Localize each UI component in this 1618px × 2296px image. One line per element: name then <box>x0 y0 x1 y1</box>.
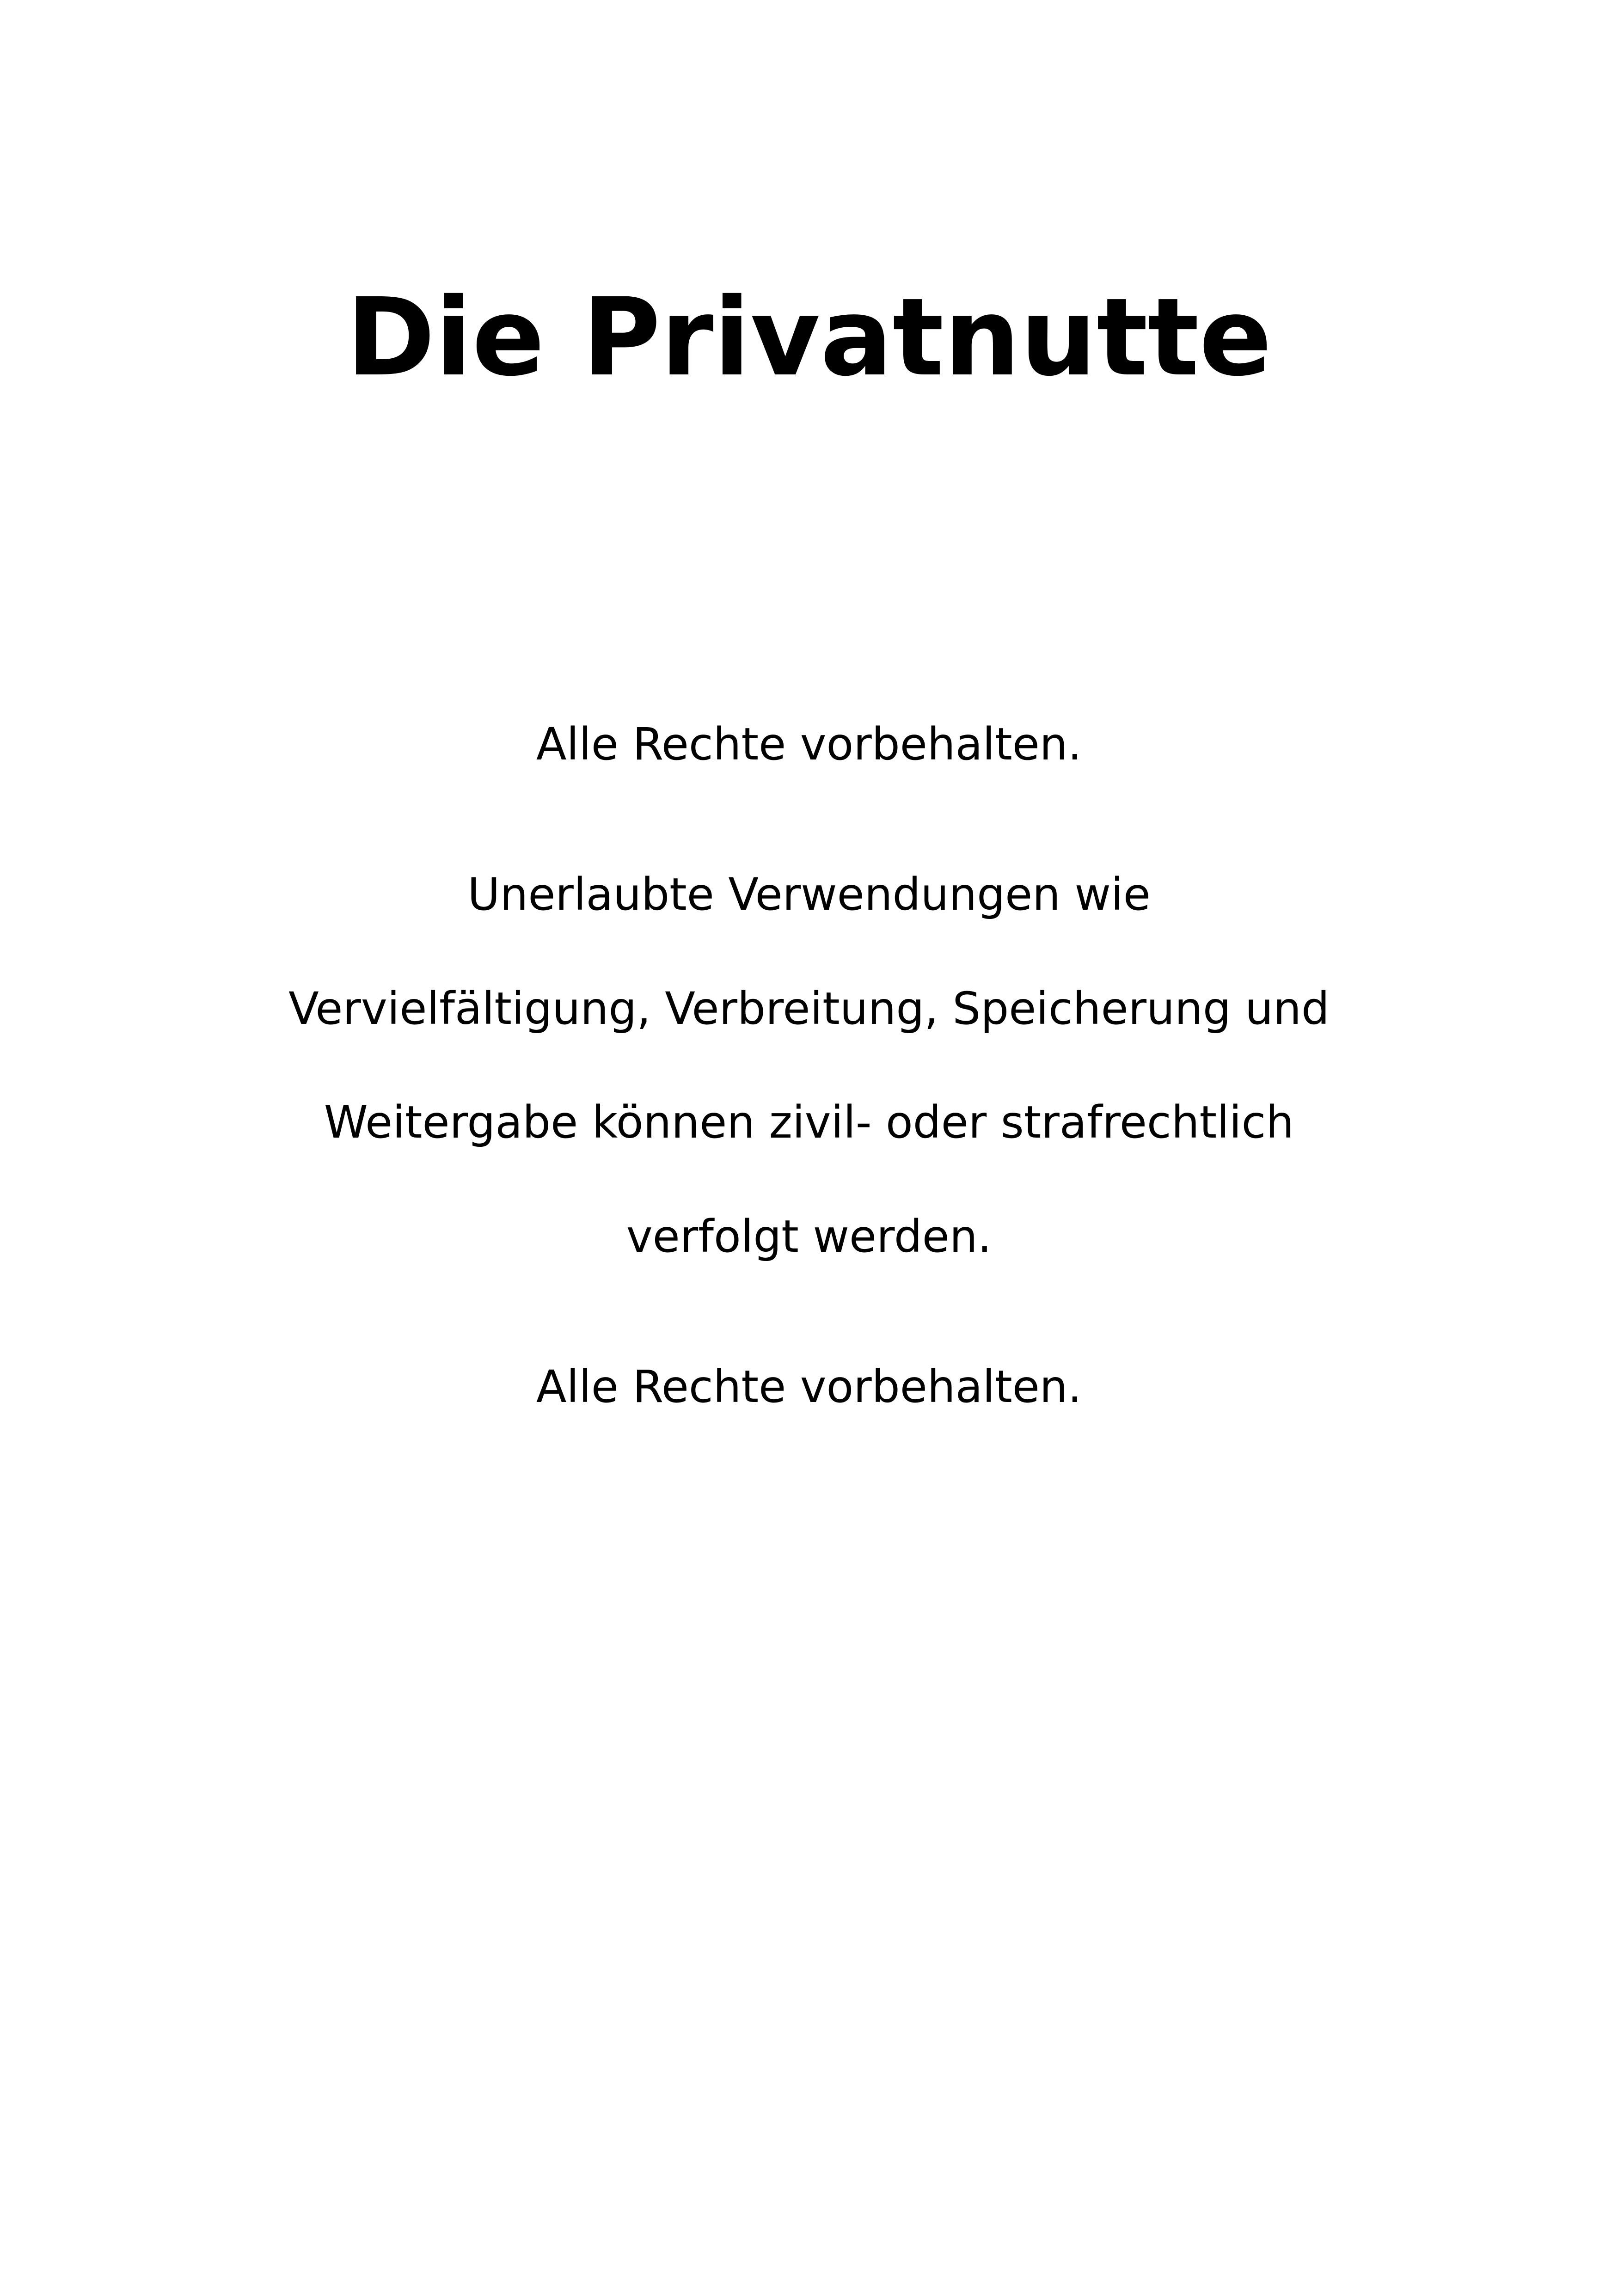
copyright-notice-line-2: Vervielfältigung, Verbreitung, Speicherung und <box>288 983 1330 1035</box>
copyright-notice-line-1: Unerlaubte Verwendungen wie <box>467 869 1151 920</box>
rights-reserved-line-repeat: Alle Rechte vorbehalten. <box>536 1361 1082 1413</box>
copyright-notice-line-3: Weitergabe können zivil- oder strafrechtlich <box>324 1096 1294 1148</box>
document-title: Die Privatnutte <box>346 275 1272 400</box>
copyright-notice-line-4: verfolgt werden. <box>626 1211 992 1262</box>
rights-reserved-line: Alle Rechte vorbehalten. <box>536 718 1082 770</box>
